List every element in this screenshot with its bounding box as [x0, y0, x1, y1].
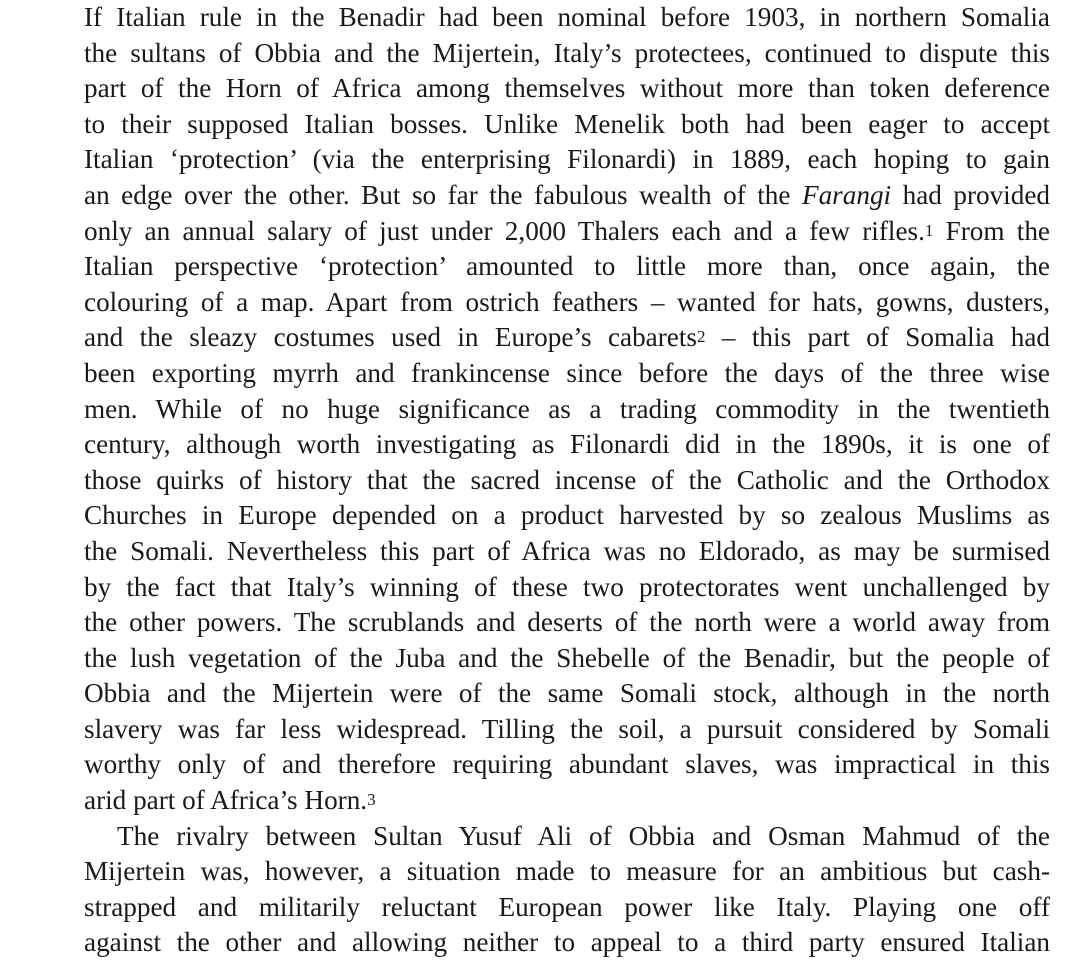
footnote-marker: 3 [367, 790, 376, 810]
footnote-marker: 1 [924, 220, 934, 240]
text-run: those quirks of history that the sacred incense of the Catholic and the Orthodox [84, 464, 1050, 495]
text-line [84, 570, 1050, 606]
text-run: colouring of a map. Apart from ostrich feathers – wanted for hats, gowns, dusters, [84, 286, 1050, 317]
text-line [84, 605, 1050, 641]
text-run: worthy only of and therefore requiring abundant slaves, was impractical in this [84, 749, 1050, 780]
text-run: Churches in Europe depended on a product harvested by so zealous Muslims as [84, 500, 1050, 531]
text-line [84, 356, 1050, 392]
text-run: had provided [891, 179, 1050, 210]
text-run: strapped and militarily reluctant European power like Italy. Playing one off [84, 891, 1050, 922]
paragraph [84, 819, 1050, 961]
text-line [84, 463, 1050, 499]
italic-term: Farangi [801, 179, 892, 210]
text-run: From the [933, 215, 1050, 246]
text-line [84, 925, 1050, 961]
text-run: Mijertein was, however, a situation made to measure for an ambitious but cash- [84, 856, 1050, 887]
text-line [84, 392, 1050, 428]
text-line [84, 142, 1050, 178]
text-run: and the sleazy costumes used in Europe’s cabarets [84, 322, 697, 353]
text-line [84, 71, 1050, 107]
text-line [84, 285, 1050, 321]
text-line [84, 427, 1050, 463]
text-run: against the other and allowing neither to appeal to a third party ensured Italian [84, 927, 1050, 958]
text-line [84, 534, 1050, 570]
text-run: the other powers. The scrublands and deserts of the north were a world away from [84, 607, 1050, 638]
document-page [84, 0, 1050, 961]
text-line [84, 641, 1050, 677]
paragraph [84, 0, 1050, 819]
text-run: – this part of Somalia had [705, 322, 1050, 353]
text-line [84, 676, 1050, 712]
text-line [84, 783, 1050, 819]
text-line [84, 854, 1050, 890]
text-line [84, 107, 1050, 143]
text-run: century, although worth investigating as Filonardi did in the 1890s, it is one of [84, 429, 1050, 460]
text-run: an edge over the other. But so far the fabulous wealth of the [84, 179, 802, 210]
text-run: the sultans of Obbia and the Mijertein, Italy’s protectees, continued to dispute this [84, 37, 1050, 68]
text-run: been exporting myrrh and frankincense since before the days of the three wise [84, 357, 1050, 388]
text-line [84, 819, 1050, 855]
text-run: by the fact that Italy’s winning of these two protectorates went unchallenged by [84, 571, 1050, 602]
footnote-marker: 2 [697, 327, 706, 347]
text-run: only an annual salary of just under 2,000 Thalers each and a few rifles. [84, 215, 925, 246]
text-line [84, 0, 1050, 36]
text-run: slavery was far less widespread. Tilling the soil, a pursuit considered by Somali [84, 713, 1050, 744]
text-line [84, 178, 1050, 214]
text-line [84, 747, 1050, 783]
text-run: the Somali. Nevertheless this part of Africa was no Eldorado, as may be surmised [84, 535, 1050, 566]
text-line [84, 890, 1050, 926]
text-line [84, 36, 1050, 72]
body-text [84, 0, 1050, 961]
text-run: the lush vegetation of the Juba and the Shebelle of the Benadir, but the people of [84, 642, 1050, 673]
text-run: Italian ‘protection’ (via the enterprising Filonardi) in 1889, each hoping to gain [84, 144, 1050, 175]
text-run: to their supposed Italian bosses. Unlike Menelik both had been eager to accept [84, 108, 1050, 139]
text-line [84, 498, 1050, 534]
text-run: Italian perspective ‘protection’ amounted to little more than, once again, the [84, 251, 1050, 282]
text-run: men. While of no huge significance as a trading commodity in the twentieth [84, 393, 1050, 424]
text-line [84, 214, 1050, 250]
text-line [84, 320, 1050, 356]
text-line [84, 712, 1050, 748]
text-line [84, 249, 1050, 285]
text-run: If Italian rule in the Benadir had been nominal before 1903, in northern Somalia [84, 2, 1050, 32]
text-run: part of the Horn of Africa among themselves without more than token deference [84, 73, 1050, 104]
text-run: The rivalry between Sultan Yusuf Ali of Obbia and Osman Mahmud of the [117, 820, 1050, 851]
text-run: arid part of Africa’s Horn. [84, 785, 368, 816]
text-run: Obbia and the Mijertein were of the same Somali stock, although in the north [84, 678, 1050, 709]
